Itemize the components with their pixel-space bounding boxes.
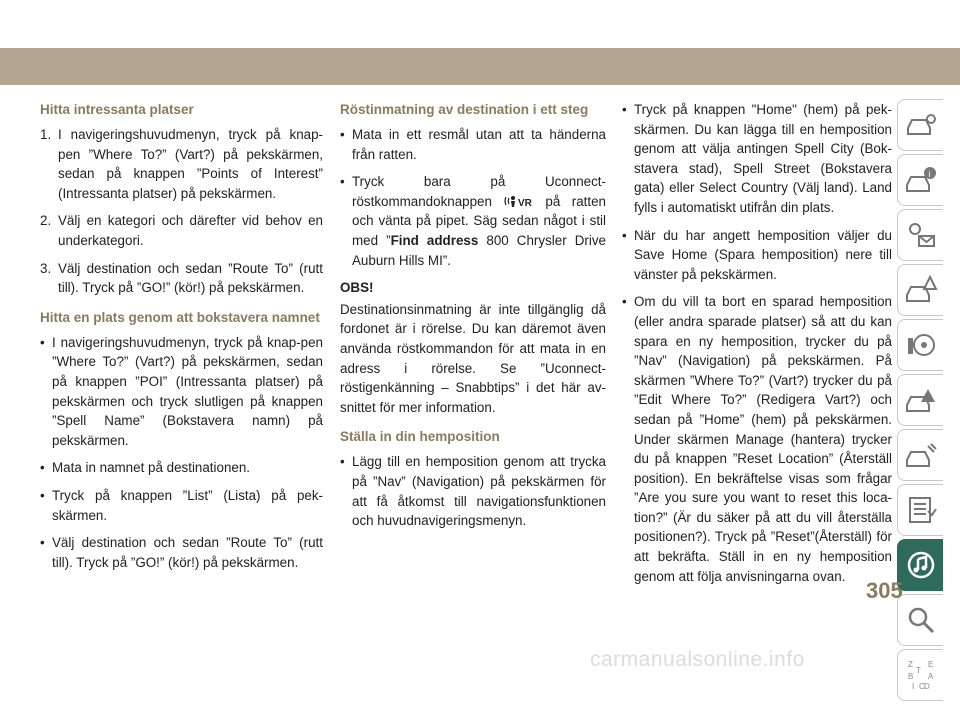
steering-wheel-icon — [904, 328, 938, 362]
step-number: 3. — [40, 260, 52, 276]
tab-emergency[interactable] — [897, 264, 943, 316]
top-banner — [0, 48, 960, 85]
svg-text:T: T — [915, 666, 921, 675]
multimedia-active-icon — [904, 548, 938, 582]
column-middle — [340, 100, 606, 539]
list-item: • Välj destination och sedan ”Route To” (rutt till). Tryck på ”GO!” (kör!) på pekskärmen. — [40, 533, 323, 572]
list-item: • Tryck på knappen ”List” (Lista) på pek-skärmen. — [40, 486, 323, 525]
car-maintenance-icon — [904, 438, 938, 472]
voice-recognition-icon — [503, 193, 545, 209]
step-text: Välj destination och sedan ”Route To” (rutt till). Tryck på ”GO!” (kör!) på pekskärmen. — [58, 260, 323, 296]
step-text: I navigeringshuvudmenyn, tryck på knap-pen ”Where To?” (Vart?) på pekskärmen, sedan på knappen ”Points of Interest” (Intressanta platser) på pekskärmen. — [58, 127, 323, 201]
step-number: 1. — [40, 127, 52, 142]
list-item — [40, 125, 323, 203]
heading-set-home: Ställa in din hemposition — [340, 429, 500, 445]
tab-multimedia[interactable] — [897, 539, 943, 591]
bullet-text: I navigeringshuvudmenyn, tryck på knap-pen ”Where To?” (Vart?) på pekskärmen, sedan på knappen ”POI” (Intressanta platser) på pekskärmen och tryck slutligen på knappen ”Spell Name” (Bokstavera namn) på pekskärmen. — [52, 334, 323, 448]
tab-warning-messages[interactable] — [897, 209, 943, 261]
car-info-icon — [904, 163, 938, 197]
car-emergency-icon — [904, 273, 938, 307]
search-icon — [904, 603, 938, 637]
note-text: Destinationsinmatning är inte tillgänglig då fordonet är i rörelse. Du kan däremot även använda röstkommandon för att mata in en adress i rörelse. Se ”Uconnect-röstigenkänning – Snabbtips” i det här av-snittet för mer information. — [340, 301, 606, 415]
tab-specifications[interactable] — [897, 484, 943, 536]
bullet-text: Tryck på knappen "Home" (hem) på pek-skärmen. Du kan lägga till en hemposition genom att välja antingen Spell City (Bok-stavera stad), Spell Street (Bokstavera gata) eller Select Country (Välj land). Land fylls i automatiskt utifrån din plats. — [634, 102, 892, 215]
bullet-text: Mata in namnet på destinationen. — [52, 460, 251, 476]
note-label: OBS! — [340, 280, 374, 296]
step-text: Välj en kategori och därefter vid behov en underkategori. — [58, 213, 323, 248]
tab-car-key[interactable] — [897, 99, 943, 151]
heading-find-poi: Hitta intressanta platser — [40, 102, 194, 117]
bullet-text: Mata in ett resmål utan att ta händerna från ratten. — [352, 127, 606, 162]
svg-text:C: C — [918, 682, 925, 691]
watermark: carmanualsonline.info — [590, 648, 805, 671]
svg-text:I: I — [911, 682, 914, 691]
page-number: 305 — [866, 578, 903, 603]
tab-index[interactable] — [897, 649, 943, 701]
tab-customer-assistance[interactable] — [897, 594, 943, 646]
list-item: • Mata in namnet på destinationen. — [40, 458, 323, 478]
bullet-text: Välj destination och sedan ”Route To” (rutt till). Tryck på ”GO!” (kör!) på pekskärmen. — [52, 535, 323, 570]
list-item: • Tryck bara på Uconnect-röstkommandoknappen VR på ratten och vänta på pipet. Säg sedan något i stil med ”Find address 800 Chrysler Drive Auburn Hills MI”. — [340, 172, 606, 270]
list-item: • Mata in ett resmål utan att ta händerna från ratten. — [340, 125, 606, 164]
bullet-text: Om du vill ta bort en sparad hemposition (eller andra sparade platser) så att du kan spara en ny hemposition, trycker du på ”Nav” (Navigation) på pekskärmen. På skärmen ”Where To?” (Vart?) trycker du på ”Edit Where To?” (Redigera Vart?) och sedan på ”Home” (hem) på pekskärmen. Under skärmen Manage (hantera) trycker du på knappen ”Reset Location” (Återställ position). En bekräftelse visas som frågar ”Are you sure you want to reset this loca-tion?” (Är du säker på att du vill återställa positionen?). Tryck på ”Reset”(Återställ) för att bekräfta. Ställ in en ny hemposition genom att följa anvisningarna ovan. — [634, 294, 892, 584]
bullet-text: Lägg till en hemposition genom att trycka på ”Nav” (Navigation) på pekskärmen för att få åtkomst till navigationsfunktionen och huvudnavigeringsmenyn. — [352, 454, 606, 529]
list-item: • Lägg till en hemposition genom att trycka på ”Nav” (Navigation) på pekskärmen för att få åtkomst till navigationsfunktionen och huvudnavigeringsmenyn. — [340, 452, 606, 530]
list-item: • I navigeringshuvudmenyn, tryck på knap-pen ”Where To?” (Vart?) på pekskärmen, sedan på knappen ”POI” (Intressanta platser) på pekskärmen och tryck slutligen på knappen ”Spell Name” (Bokstavera namn) på pekskärmen. — [40, 333, 323, 451]
list-item: • När du har angett hemposition väljer du Save Home (Spara hemposition) nere till vänster på pekskärmen. — [622, 226, 892, 285]
car-key-icon — [904, 108, 938, 142]
svg-text:Z: Z — [907, 660, 913, 669]
tab-driving[interactable] — [897, 319, 943, 371]
bullet-text: När du har angett hemposition väljer du Save Home (Spara hemposition) nere till vänster på pekskärmen. — [634, 227, 892, 282]
alphabet-index-icon — [904, 658, 938, 692]
heading-spell-name: Hitta en plats genom att bokstavera namnet — [40, 309, 320, 325]
step-number: 2. — [40, 213, 52, 229]
bullet-text: Tryck bara på Uconnect-röstkommandoknappen VR på ratten och vänta på pipet. Säg sedan något i stil med ”Find address 800 Chrysler Drive Auburn Hills MI”. — [352, 174, 606, 268]
svg-text:VR: VR — [518, 197, 533, 209]
svg-text:D: D — [923, 682, 930, 691]
tab-car-info[interactable] — [897, 154, 943, 206]
tab-roadside[interactable] — [897, 374, 943, 426]
list-item — [40, 211, 323, 250]
list-item: • Om du vill ta bort en sparad hemposition (eller andra sparade platser) så att du kan spara en ny hemposition, trycker du på ”Nav” (Navigation) på pekskärmen. På skärmen ”Where To?” (Vart?) trycker du på ”Edit Where To?” (Redigera Vart?) och sedan på ”Home” (hem) på pekskärmen. Under skärmen Manage (hantera) trycker du på knappen ”Reset Location” (Återställ position). En bekräftelse visas som frågar ”Are you sure you want to reset this loca-tion?” (Är du säker på att du vill återställa positionen?). Tryck på ”Reset”(Återställ) för att bekräfta. Ställ in en ny hemposition genom att följa anvisningarna ovan. — [622, 292, 892, 586]
column-left — [40, 100, 323, 580]
column-right — [622, 100, 892, 594]
chapter-tabs — [897, 99, 943, 704]
svg-text:i: i — [928, 169, 930, 179]
roadside-warning-icon — [904, 383, 938, 417]
svg-text:A: A — [927, 672, 933, 681]
warning-light-message-icon — [904, 218, 938, 252]
svg-text:B: B — [907, 672, 913, 681]
svg-text:E: E — [927, 660, 933, 669]
list-item: • Tryck på knappen "Home" (hem) på pek-skärmen. Du kan lägga till en hemposition genom att välja antingen Spell City (Bok-stavera stad), Spell Street (Bokstavera gata) eller Select Country (Välj land). Land fylls i automatiskt utifrån din plats. — [622, 100, 892, 218]
bullet-text: Tryck på knappen ”List” (Lista) på pek-skärmen. — [52, 487, 323, 523]
heading-one-step-voice: Röstinmatning av destination i ett steg — [340, 102, 589, 117]
checklist-icon — [904, 493, 938, 527]
list-item — [40, 259, 323, 298]
tab-maintenance[interactable] — [897, 429, 943, 481]
